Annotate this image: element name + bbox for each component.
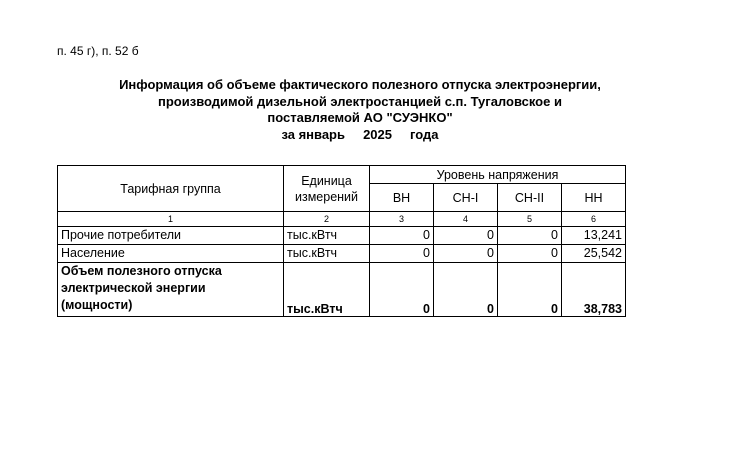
header-voltage-level: Уровень напряжения	[370, 166, 626, 184]
header-level-sn2: СН-II	[498, 184, 562, 212]
table-row	[58, 227, 626, 245]
energy-supply-table	[57, 165, 626, 317]
column-number: 4	[434, 212, 498, 227]
header-level-nn: НН	[562, 184, 626, 212]
total-row	[58, 263, 626, 317]
table-row	[58, 245, 626, 263]
row-value-sn1: 0	[434, 227, 498, 245]
row-value-vn: 0	[370, 227, 434, 245]
period-prefix: за январь	[281, 126, 345, 142]
document-title	[40, 77, 680, 143]
row-value-sn2: 0	[498, 245, 562, 263]
period-year: 2025	[363, 126, 392, 142]
title-period	[40, 127, 680, 144]
column-number: 6	[562, 212, 626, 227]
header-tariff-group: Тарифная группа	[58, 166, 284, 212]
title-line-1: Информация об объеме фактического полезного отпуска электроэнергии,	[119, 77, 601, 92]
document-reference: п. 45 г), п. 52 б	[57, 44, 139, 58]
title-line-3: поставляемой АО "СУЭНКО"	[267, 110, 453, 125]
row-unit: тыс.кВтч	[284, 227, 370, 245]
period-suffix: года	[410, 126, 439, 142]
total-label: Объем полезного отпуска электрической энергии (мощности)	[58, 263, 284, 317]
column-number: 3	[370, 212, 434, 227]
total-value-vn: 0	[370, 263, 434, 317]
column-number: 5	[498, 212, 562, 227]
row-value-nn: 13,241	[562, 227, 626, 245]
header-row	[58, 166, 626, 184]
title-line-2: производимой дизельной электростанцией с.п. Тугаловское и	[158, 93, 562, 109]
row-value-nn: 25,542	[562, 245, 626, 263]
row-value-sn2: 0	[498, 227, 562, 245]
total-value-sn1: 0	[434, 263, 498, 317]
row-value-vn: 0	[370, 245, 434, 263]
header-level-sn1: СН-I	[434, 184, 498, 212]
column-numbers-row	[58, 212, 626, 227]
total-unit: тыс.кВтч	[284, 263, 370, 317]
row-group: Население	[58, 245, 284, 263]
header-level-vn: ВН	[370, 184, 434, 212]
column-number: 1	[58, 212, 284, 227]
column-number: 2	[284, 212, 370, 227]
total-value-sn2: 0	[498, 263, 562, 317]
total-value-nn: 38,783	[562, 263, 626, 317]
row-unit: тыс.кВтч	[284, 245, 370, 263]
row-group: Прочие потребители	[58, 227, 284, 245]
row-value-sn1: 0	[434, 245, 498, 263]
header-unit: Единица измерений	[284, 166, 370, 212]
